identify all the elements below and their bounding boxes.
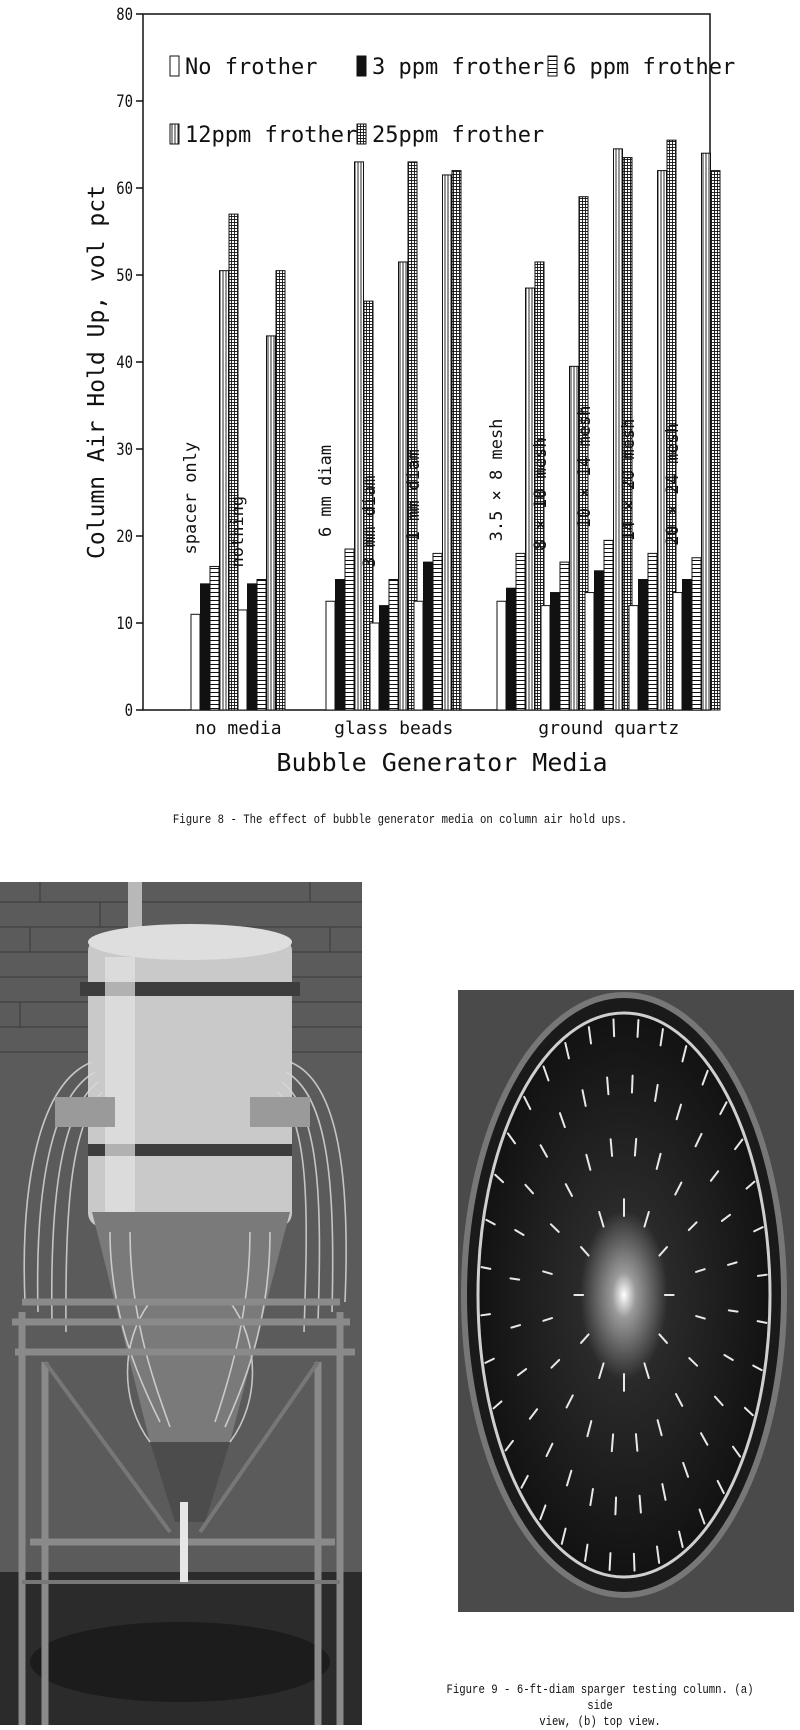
y-tick-label: 30 [116,439,134,460]
bar [201,584,210,710]
bar [702,153,711,710]
bar-chart [0,0,800,780]
bar [433,553,442,710]
legend-label: 3 ppm frother [372,55,545,80]
top-view-photo [458,990,794,1612]
bar [276,271,285,710]
bar [560,562,569,710]
bar [629,606,638,710]
bar [711,171,720,710]
bar [355,162,364,710]
sparger-tube-mark [611,1139,612,1156]
legend-swatch [357,124,366,144]
bar-category-label: 20 × 24 mesh [663,422,683,546]
bar [541,606,550,710]
side-view-photo [0,882,362,1725]
y-axis [116,5,143,721]
bar-category-label: 3.5 × 8 mesh [487,418,507,542]
legend-swatch [548,56,557,76]
y-tick-label: 80 [116,4,134,25]
bar [238,610,247,710]
bar [507,588,516,710]
sparger-tube-mark [613,1019,614,1036]
bar [267,336,276,710]
bar [210,566,219,710]
bar [604,540,613,710]
bar [516,553,525,710]
sparger-tube-mark [640,1496,641,1513]
sparger-tube-mark [729,1310,738,1311]
bar [639,580,648,711]
sparger-tube-mark [610,1553,611,1570]
bar [497,601,506,710]
y-tick-label: 50 [116,265,134,286]
legend-swatch [170,124,179,144]
bar [683,580,692,711]
bar [443,175,452,710]
legend-label: 25ppm frother [372,123,545,148]
bar [248,584,257,710]
legend [170,55,735,148]
y-tick-label: 20 [116,526,134,547]
bar [345,549,354,710]
legend-label: 6 ppm frother [563,55,736,80]
bar-category-label: nothing [228,495,248,568]
bar-category-label: 1 mm diam [404,449,424,542]
bar [229,214,238,710]
y-tick-label: 40 [116,352,134,373]
bar [191,614,200,710]
bar [692,558,701,710]
legend-swatch [357,56,366,76]
y-axis-label: Column Air Hold Up, vol pct [84,185,110,559]
bar [452,171,461,710]
bar [424,562,433,710]
bar-category-label: 10 × 14 mesh [575,405,595,529]
bar-category-label: 3 mm diam [360,475,380,568]
group-labels [195,718,679,739]
figure-9-caption: Figure 9 - 6-ft-diam sparger testing column. (a) side view, (b) top view. [446,1682,754,1729]
figure-8-caption: Figure 8 - The effect of bubble generator media on column air hold ups. [172,812,628,827]
bar [673,593,682,710]
bar-category-label: 8 × 10 mesh [531,437,551,551]
bar [595,571,604,710]
sparger-tube-mark [612,1434,613,1451]
sparger-tube-mark [481,1314,490,1315]
bar-category-label: 6 mm diam [316,444,336,538]
bar [585,593,594,710]
x-group-label: no media [194,718,282,739]
y-tick-label: 0 [124,700,134,721]
y-tick-label: 10 [116,613,134,634]
sparger-tube-mark [636,1434,637,1451]
bar-category-label: spacer only [181,441,201,555]
bar-series [191,140,720,710]
bar [326,601,335,710]
legend-label: 12ppm frother [185,123,358,148]
bar-category-label: 14 × 20 mesh [619,418,639,542]
y-tick-label: 70 [116,91,134,112]
legend-swatch [170,56,179,76]
sparger-tube-mark [510,1278,519,1279]
bar [336,580,345,711]
x-axis-label: Bubble Generator Media [276,748,608,777]
bar [648,553,657,710]
bar [380,606,389,710]
bar [257,580,266,711]
sparger-tube-mark [634,1554,635,1571]
bar [220,271,229,710]
bar [551,593,560,710]
legend-label: No frother [185,55,318,80]
bar [414,601,423,710]
x-group-label: glass beads [334,718,454,739]
sparger-tube-mark [758,1275,767,1276]
x-group-label: ground quartz [538,718,680,739]
sparger-tube-mark [635,1139,636,1156]
sparger-tube-mark [638,1020,639,1037]
bar [370,623,379,710]
sparger-tube-mark [632,1076,633,1093]
sparger-tube-mark [615,1497,616,1514]
sparger-tube-mark [607,1077,608,1094]
y-tick-label: 60 [116,178,134,199]
bar [389,580,398,711]
